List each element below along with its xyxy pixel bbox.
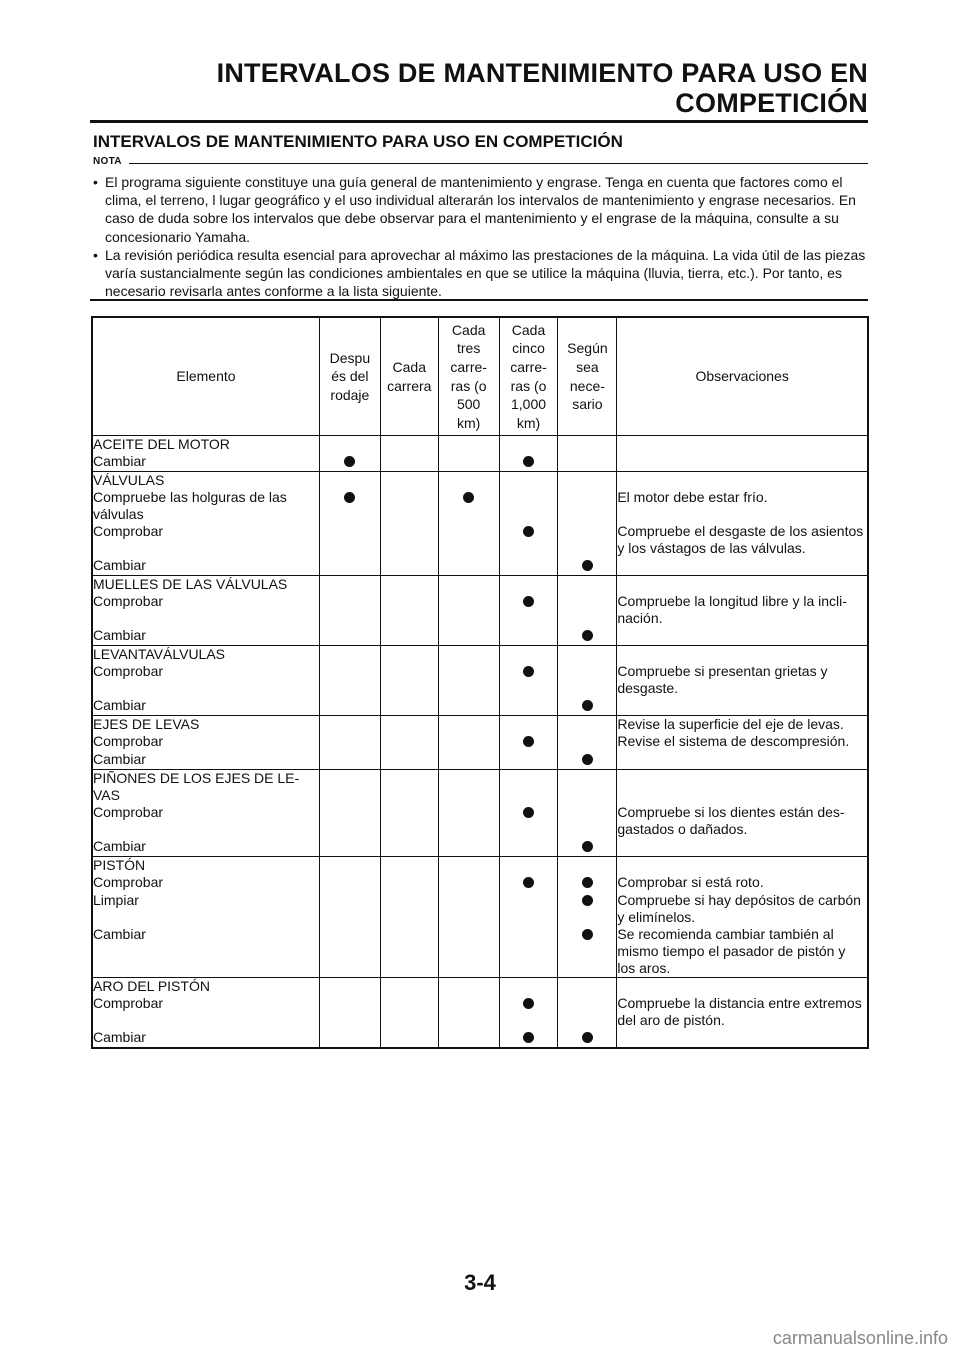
observation-cell xyxy=(617,838,868,857)
empty-cell xyxy=(499,978,558,996)
operation-label: Cambiar xyxy=(92,1029,319,1048)
filled-circle-icon xyxy=(523,596,534,607)
interval-cell xyxy=(558,453,617,472)
interval-cell xyxy=(319,733,380,751)
interval-cell xyxy=(380,523,438,557)
section-row xyxy=(92,857,868,875)
column-header xyxy=(438,317,499,436)
interval-cell xyxy=(438,751,499,770)
table-row xyxy=(92,1029,868,1048)
interval-cell xyxy=(319,874,380,892)
table-row xyxy=(92,593,868,627)
observation-cell xyxy=(617,453,868,472)
interval-cell xyxy=(319,995,380,1029)
interval-cell xyxy=(438,995,499,1029)
empty-cell xyxy=(319,857,380,875)
empty-cell xyxy=(558,716,617,734)
interval-cell xyxy=(438,926,499,978)
filled-circle-icon xyxy=(523,998,534,1009)
empty-cell xyxy=(558,978,617,996)
empty-cell xyxy=(438,857,499,875)
interval-cell xyxy=(558,1029,617,1048)
section-row xyxy=(92,770,868,805)
interval-cell xyxy=(319,489,380,523)
filled-circle-icon xyxy=(523,526,534,537)
observation-cell xyxy=(617,770,868,805)
interval-cell xyxy=(438,733,499,751)
operation-label: Limpiar xyxy=(92,892,319,926)
observation-cell: El motor debe estar frío. xyxy=(617,489,868,523)
empty-cell xyxy=(319,770,380,805)
nota-item-text: La revisión periódica resulta esencial para aprovechar al máximo las prestaciones de la máquina. La vida útil de las piezas varía sustancialmente según las condiciones ambientales en que se utilice la máquina (lluvia, tierra, etc.). Por tanto, es necesario revisarla antes conforme a la lista siguiente. xyxy=(105,246,866,300)
empty-cell xyxy=(380,646,438,664)
table-row xyxy=(92,523,868,557)
column-header-line: carre- xyxy=(450,358,487,375)
operation-label: Cambiar xyxy=(92,926,319,978)
table-row xyxy=(92,453,868,472)
interval-cell xyxy=(438,453,499,472)
interval-cell xyxy=(438,663,499,697)
empty-cell xyxy=(499,857,558,875)
interval-cell xyxy=(319,1029,380,1048)
section-name: PIÑONES DE LOS EJES DE LEVAS xyxy=(92,770,319,805)
section-title: INTERVALOS DE MANTENIMIENTO PARA USO EN COMPETICIÓN xyxy=(93,132,623,151)
section-row xyxy=(92,978,868,996)
observation-cell xyxy=(617,857,868,875)
interval-cell xyxy=(499,593,558,627)
operation-label: Comprobar xyxy=(92,733,319,751)
filled-circle-icon xyxy=(582,929,593,940)
column-header-line: nece- xyxy=(569,377,605,394)
column-header-line: és del xyxy=(331,368,369,385)
nota-rule xyxy=(129,163,868,164)
interval-cell xyxy=(380,1029,438,1048)
table-row xyxy=(92,874,868,892)
empty-cell xyxy=(499,770,558,805)
table-header-row xyxy=(92,317,868,436)
empty-cell xyxy=(380,857,438,875)
column-header-line: Observaciones xyxy=(695,368,789,385)
interval-cell xyxy=(319,593,380,627)
filled-circle-icon xyxy=(344,456,355,467)
filled-circle-icon xyxy=(523,456,534,467)
empty-cell xyxy=(380,436,438,454)
empty-cell xyxy=(380,576,438,594)
interval-cell xyxy=(380,557,438,576)
empty-cell xyxy=(319,576,380,594)
filled-circle-icon xyxy=(582,1032,593,1043)
interval-cell xyxy=(558,733,617,751)
interval-cell xyxy=(558,593,617,627)
filled-circle-icon xyxy=(582,630,593,641)
interval-cell xyxy=(558,523,617,557)
empty-cell xyxy=(380,716,438,734)
interval-cell xyxy=(499,453,558,472)
interval-cell xyxy=(380,995,438,1029)
nota-end-rule xyxy=(90,299,868,301)
header-title-line2: COMPETICIÓN xyxy=(675,88,868,118)
operation-label: Comprobar xyxy=(92,995,319,1029)
column-header xyxy=(499,317,558,436)
column-header-line: tres xyxy=(456,340,481,357)
interval-cell xyxy=(380,733,438,751)
observation-cell xyxy=(617,978,868,996)
interval-cell xyxy=(558,838,617,857)
section-name: ACEITE DEL MOTOR xyxy=(92,436,319,454)
empty-cell xyxy=(319,978,380,996)
interval-cell xyxy=(380,663,438,697)
interval-cell xyxy=(319,663,380,697)
interval-cell xyxy=(558,663,617,697)
column-header-line: 1,000 xyxy=(511,396,547,413)
section-name: ARO DEL PISTÓN xyxy=(92,978,319,996)
section-name: VÁLVULAS xyxy=(92,472,319,490)
empty-cell xyxy=(499,716,558,734)
interval-cell xyxy=(558,489,617,523)
interval-cell xyxy=(380,593,438,627)
interval-cell xyxy=(438,892,499,926)
observation-cell xyxy=(617,646,868,664)
section-row xyxy=(92,716,868,734)
empty-cell xyxy=(558,646,617,664)
bullet-icon: • xyxy=(93,246,98,263)
column-header xyxy=(380,317,438,436)
table-row xyxy=(92,751,868,770)
interval-cell xyxy=(499,733,558,751)
header-title-line1: INTERVALOS DE MANTENIMIENTO PARA USO EN xyxy=(216,58,868,88)
interval-cell xyxy=(558,926,617,978)
column-header-line: rodaje xyxy=(330,386,370,403)
empty-cell xyxy=(499,576,558,594)
interval-cell xyxy=(499,1029,558,1048)
operation-label: Comprobar xyxy=(92,663,319,697)
section-name: EJES DE LEVAS xyxy=(92,716,319,734)
filled-circle-icon xyxy=(344,492,355,503)
filled-circle-icon xyxy=(523,807,534,818)
interval-cell xyxy=(558,874,617,892)
interval-cell xyxy=(499,523,558,557)
empty-cell xyxy=(499,472,558,490)
interval-cell xyxy=(438,557,499,576)
interval-cell xyxy=(380,874,438,892)
observation-cell xyxy=(617,1029,868,1048)
interval-cell xyxy=(380,838,438,857)
observation-cell: Revise la superficie del eje de levas. xyxy=(617,716,868,734)
empty-cell xyxy=(438,978,499,996)
interval-cell xyxy=(499,751,558,770)
filled-circle-icon xyxy=(582,754,593,765)
table-row xyxy=(92,926,868,978)
filled-circle-icon xyxy=(523,1032,534,1043)
observation-cell xyxy=(617,472,868,490)
interval-cell xyxy=(558,627,617,646)
interval-cell xyxy=(438,804,499,838)
header-rule xyxy=(90,120,868,123)
empty-cell xyxy=(380,770,438,805)
nota-item xyxy=(93,246,870,301)
column-header-line: Cada xyxy=(451,321,486,338)
table-row xyxy=(92,489,868,523)
column-header-line: Cada xyxy=(392,358,426,375)
interval-cell xyxy=(319,557,380,576)
interval-cell xyxy=(438,593,499,627)
table-row xyxy=(92,995,868,1029)
observation-cell xyxy=(617,576,868,594)
column-header-line: Elemento xyxy=(176,368,236,385)
observation-cell xyxy=(617,627,868,646)
observation-cell: Compruebe si hay depósitos de carbón y elimínelos. xyxy=(617,892,868,926)
empty-cell xyxy=(438,646,499,664)
operation-label: Comprobar xyxy=(92,523,319,557)
section-name: PISTÓN xyxy=(92,857,319,875)
empty-cell xyxy=(438,576,499,594)
interval-cell xyxy=(558,804,617,838)
interval-cell xyxy=(558,892,617,926)
observation-cell: Revise el sistema de descompresión. xyxy=(617,733,868,751)
table-row xyxy=(92,697,868,716)
interval-cell xyxy=(499,804,558,838)
table-row xyxy=(92,804,868,838)
interval-cell xyxy=(499,995,558,1029)
interval-cell xyxy=(319,453,380,472)
interval-cell xyxy=(438,838,499,857)
nota-item-text: El programa siguiente constituye una guía general de mantenimiento y engrase. Tenga en cuenta que factores como el clima, el terreno, l lugar geográfico y el uso individual alterarán los intervalos de mantenimiento y engrase necesarios. En caso de duda sobre los intervalos que debe observar para el mantenimiento y el engrase de la máquina, consulte a su concesionario Yamaha. xyxy=(105,174,856,245)
operation-label: Comprobar xyxy=(92,593,319,627)
interval-cell xyxy=(499,627,558,646)
filled-circle-icon xyxy=(582,700,593,711)
column-header-line: Según xyxy=(567,340,608,357)
observation-cell: Se recomienda cambiar también al mismo tiempo el pasador de pistón y los aros. xyxy=(617,926,868,978)
interval-cell xyxy=(499,489,558,523)
filled-circle-icon xyxy=(523,736,534,747)
empty-cell xyxy=(319,716,380,734)
observation-cell: Compruebe el desgaste de los asientos y los vástagos de las válvulas. xyxy=(617,523,868,557)
filled-circle-icon xyxy=(582,841,593,852)
empty-cell xyxy=(438,472,499,490)
filled-circle-icon xyxy=(582,560,593,571)
column-header-line: Despu xyxy=(329,349,371,366)
empty-cell xyxy=(499,646,558,664)
observation-cell xyxy=(617,751,868,770)
interval-cell xyxy=(499,557,558,576)
interval-cell xyxy=(558,697,617,716)
nota-item xyxy=(93,173,870,246)
empty-cell xyxy=(558,436,617,454)
interval-cell xyxy=(319,627,380,646)
observation-cell: Comprobar si está roto. xyxy=(617,874,868,892)
filled-circle-icon xyxy=(523,877,534,888)
interval-cell xyxy=(499,874,558,892)
empty-cell xyxy=(558,576,617,594)
interval-cell xyxy=(438,874,499,892)
operation-label: Cambiar xyxy=(92,838,319,857)
interval-cell xyxy=(499,838,558,857)
observation-cell: Compruebe la distancia entre extremos del aro de pistón. xyxy=(617,995,868,1029)
empty-cell xyxy=(319,436,380,454)
interval-cell xyxy=(499,663,558,697)
operation-label: Cambiar xyxy=(92,751,319,770)
empty-cell xyxy=(438,716,499,734)
operation-label: Cambiar xyxy=(92,697,319,716)
filled-circle-icon xyxy=(582,895,593,906)
column-header-line: carre- xyxy=(510,358,547,375)
empty-cell xyxy=(319,472,380,490)
table-row xyxy=(92,557,868,576)
interval-cell xyxy=(380,926,438,978)
filled-circle-icon xyxy=(523,666,534,677)
interval-cell xyxy=(319,697,380,716)
interval-cell xyxy=(438,1029,499,1048)
empty-cell xyxy=(558,857,617,875)
interval-cell xyxy=(438,523,499,557)
watermark: carmanualsonline.info xyxy=(772,1328,948,1348)
operation-label: Comprobar xyxy=(92,804,319,838)
nota-label: NOTA xyxy=(93,156,122,167)
interval-cell xyxy=(319,751,380,770)
table-row xyxy=(92,627,868,646)
nota-header xyxy=(93,156,868,170)
empty-cell xyxy=(438,436,499,454)
interval-cell xyxy=(380,489,438,523)
interval-cell xyxy=(380,804,438,838)
empty-cell xyxy=(380,472,438,490)
page-number: 3-4 xyxy=(464,1270,496,1295)
interval-cell xyxy=(319,926,380,978)
column-header-line: ras (o xyxy=(510,377,547,394)
interval-cell xyxy=(499,892,558,926)
section-row xyxy=(92,472,868,490)
maintenance-table xyxy=(91,316,869,1049)
interval-cell xyxy=(438,627,499,646)
interval-cell xyxy=(380,751,438,770)
section-name: LEVANTAVÁLVULAS xyxy=(92,646,319,664)
filled-circle-icon xyxy=(463,492,474,503)
table-row xyxy=(92,663,868,697)
interval-cell xyxy=(438,697,499,716)
observation-cell: Compruebe si los dientes están desgastados o dañados. xyxy=(617,804,868,838)
column-header-line: 500 xyxy=(456,396,481,413)
operation-label: Cambiar xyxy=(92,453,319,472)
interval-cell xyxy=(319,838,380,857)
observation-cell: Compruebe si presentan grietas y desgaste. xyxy=(617,663,868,697)
interval-cell xyxy=(380,453,438,472)
interval-cell xyxy=(319,804,380,838)
interval-cell xyxy=(499,926,558,978)
empty-cell xyxy=(558,472,617,490)
column-header-line: sea xyxy=(576,358,599,375)
column-header-line: sario xyxy=(572,396,603,413)
interval-cell xyxy=(558,995,617,1029)
interval-cell xyxy=(438,489,499,523)
operation-label: Cambiar xyxy=(92,557,319,576)
operation-label: Compruebe las holguras de las válvulas xyxy=(92,489,319,523)
operation-label: Comprobar xyxy=(92,874,319,892)
observation-cell xyxy=(617,697,868,716)
section-row xyxy=(92,576,868,594)
column-header-line: cinco xyxy=(512,340,545,357)
bullet-icon: • xyxy=(93,174,98,190)
table-row xyxy=(92,838,868,857)
column-header-line: km) xyxy=(457,414,481,431)
section-row xyxy=(92,646,868,664)
empty-cell xyxy=(438,770,499,805)
interval-cell xyxy=(380,697,438,716)
table-row xyxy=(92,892,868,926)
column-header xyxy=(92,317,319,436)
empty-cell xyxy=(380,978,438,996)
column-header-line: km) xyxy=(516,414,541,431)
interval-cell xyxy=(319,892,380,926)
nota-list xyxy=(93,173,870,300)
observation-cell xyxy=(617,557,868,576)
column-header xyxy=(558,317,617,436)
interval-cell xyxy=(499,697,558,716)
interval-cell xyxy=(558,751,617,770)
section-name: MUELLES DE LAS VÁLVULAS xyxy=(92,576,319,594)
interval-cell xyxy=(558,557,617,576)
observation-cell xyxy=(617,436,868,454)
empty-cell xyxy=(499,436,558,454)
interval-cell xyxy=(319,523,380,557)
observation-cell: Compruebe la longitud libre y la inclinación. xyxy=(617,593,868,627)
page-header-title xyxy=(217,58,868,118)
column-header xyxy=(319,317,380,436)
operation-label: Cambiar xyxy=(92,627,319,646)
interval-cell xyxy=(380,892,438,926)
interval-cell xyxy=(380,627,438,646)
empty-cell xyxy=(319,646,380,664)
column-header-line: Cada xyxy=(511,321,546,338)
filled-circle-icon xyxy=(582,877,593,888)
table-body xyxy=(92,436,868,1049)
column-header xyxy=(617,317,868,436)
section-row xyxy=(92,436,868,454)
empty-cell xyxy=(558,770,617,805)
column-header-line: ras (o xyxy=(450,377,487,394)
column-header-line: carrera xyxy=(387,377,432,394)
table-row xyxy=(92,733,868,751)
